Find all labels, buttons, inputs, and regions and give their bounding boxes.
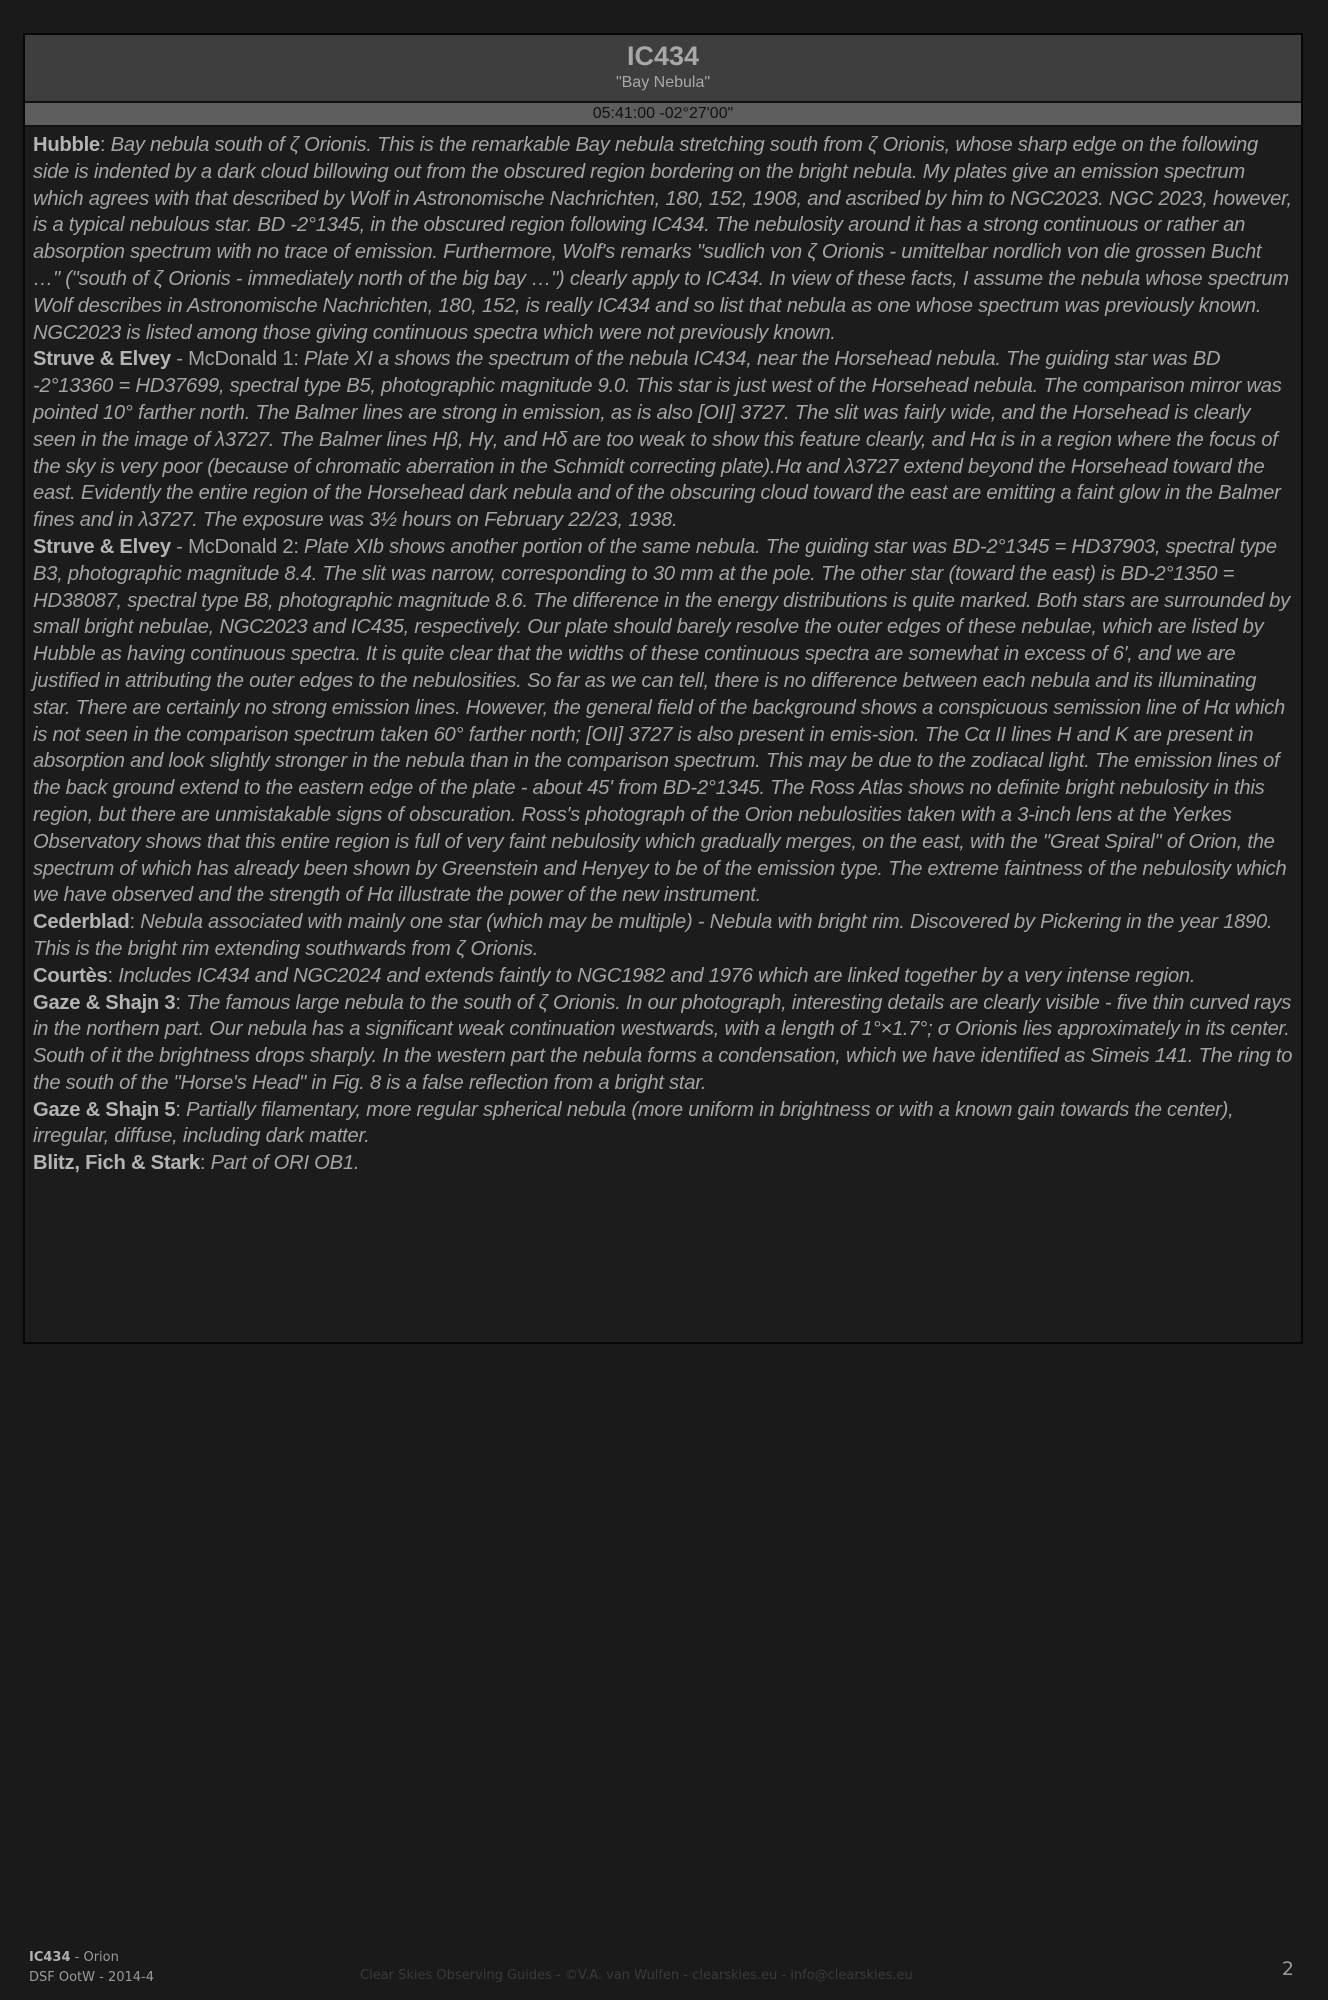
description-entry — [33, 963, 1293, 990]
description-entry — [33, 1150, 1293, 1177]
entry-text: Plate XI a shows the spectrum of the nebula IC434, near the Horsehead nebula. The guiding star was BD -2°13360 = HD37699, spectral type B5, photographic magnitude 9.0. This star is just west of the Horsehead nebula. The comparison mirror was pointed 10° farther north. The Balmer lines are strong in emission, as is also [OII] 3727. The slit was fairly wide, and the Horsehead is clearly seen in the image of λ3727. The Balmer lines Hβ, Hγ, and Hδ are too weak to show this feature clearly, and Hα is in a region where the focus of the sky is very poor (because of chromatic aberration in the Schmidt correcting plate).Hα and λ3727 extend beyond the Horsehead toward the east. Evidently the entire region of the Horsehead dark nebula and of the obscuring cloud toward the east are emitting a faint glow in the Balmer fines and in λ3727. The exposure was 3½ hours on February 22/23, 1938. — [33, 348, 1282, 532]
footer-constellation: - Orion — [70, 1950, 119, 1965]
page-number: 2 — [1281, 1958, 1294, 1980]
object-header — [25, 35, 1301, 103]
entry-separator: : — [199, 1152, 211, 1175]
footer-left — [29, 1948, 154, 1988]
description-entry — [33, 346, 1293, 534]
entry-text: Bay nebula south of ζ Orionis. This is the remarkable Bay nebula stretching south from ζ Orionis, whose sharp edge on the following side is indented by a dark cloud billowing out from the obscured region bordering on the bright nebula. My plates give an emission spectrum which agrees with that described by Wolf in Astronomische Nachrichten, 180, 152, 1908, and ascribed by him to NGC2023. NGC 2023, however, is a typical nebulous star. BD -2°1345, in the obscured region following IC434. The nebulosity around it has a strong continuous or rather an absorption spectrum with no trace of emission. Furthermore, Wolf's remarks "sudlich von ζ Orionis - umittelbar nordlich von die grossen Bucht …" ("south of ζ Orionis - immediately north of the big bay …") clearly apply to IC434. In view of these facts, I assume the nebula whose spectrum Wolf describes in Astronomische Nachrichten, 180, 152, is really IC434 and so list that nebula as one whose spectrum was previously known. NGC2023 is listed among those giving continuous spectra which were not previously known. — [33, 134, 1292, 344]
entry-separator: : — [99, 134, 111, 156]
entry-text: Part of ORI OB1. — [210, 1152, 360, 1175]
object-title: IC434 — [626, 41, 700, 71]
descriptions — [25, 127, 1301, 1177]
entry-separator: : — [107, 964, 119, 987]
entry-source: Cederblad — [33, 911, 130, 934]
footer-credits: Clear Skies Observing Guides - ©V.A. van Wulfen - clearskies.eu - info@clearskies.eu — [360, 1968, 913, 1983]
entry-source: Blitz, Fich & Stark — [33, 1152, 200, 1175]
entry-source: Gaze & Shajn 5 — [33, 1098, 176, 1121]
entry-separator: - — [170, 348, 189, 371]
object-card — [23, 33, 1303, 1344]
entry-separator: - — [170, 535, 189, 558]
entry-text: Nebula associated with mainly one star (which may be multiple) - Nebula with bright rim. Discovered by Pickering in the year 1890. This is the bright rim extending southwards from ζ Orionis. — [33, 911, 1273, 960]
entry-text: Partially filamentary, more regular spherical nebula (more uniform in brightness or with a known gain towards the center), irregular, diffuse, including dark matter. — [33, 1098, 1234, 1148]
entry-source: Courtès — [33, 964, 108, 987]
entry-prefix: McDonald 2: — [188, 535, 305, 558]
entry-text: Includes IC434 and NGC2024 and extends faintly to NGC1982 and 1976 which are linked together by a very intense region. — [118, 964, 1196, 987]
object-coordinates: 05:41:00 -02°27'00" — [25, 103, 1301, 127]
description-entry — [33, 534, 1293, 909]
entry-source: Hubble — [33, 134, 100, 156]
description-entry — [33, 1097, 1293, 1151]
footer-edition: DSF OotW - 2014-4 — [29, 1970, 155, 1985]
description-entry — [33, 990, 1293, 1097]
entry-separator: : — [175, 991, 187, 1014]
entry-text: The famous large nebula to the south of ζ Orionis. In our photograph, interesting details are clearly visible - five thin curved rays in the northern part. Our nebula has a significant weak continuation westwards, with a length of 1°×1.7°; σ Orionis lies approximately in its center. South of it the brightness drops sharply. In the western part the nebula forms a condensation, which we have identified as Simeis 141. The ring to the south of the "Horse's Head" in Fig. 8 is a false reflection from a bright star. — [33, 991, 1293, 1094]
description-entry — [33, 909, 1293, 963]
entry-prefix: McDonald 1: — [188, 348, 305, 371]
entry-separator: : — [129, 911, 141, 934]
entry-source: Gaze & Shajn 3 — [33, 991, 176, 1014]
object-common-name: "Bay Nebula" — [615, 74, 711, 91]
footer-object: IC434 — [29, 1950, 71, 1965]
entry-text: Plate XIb shows another portion of the same nebula. The guiding star was BD-2°1345 = HD37903, spectral type B3, photographic magnitude 8.4. The slit was narrow, corresponding to 30 mm at the pole. The other star (toward the east) is BD-2°1350 = HD38087, spectral type B8, photographic magnitude 8.6. The difference in the energy distributions is quite marked. Both stars are surrounded by small bright nebulae, NGC2023 and IC435, respectively. Our plate should barely resolve the outer edges of these nebulae, which are listed by Hubble as having continuous spectra. It is quite clear that the widths of these continuous spectra are somewhat in excess of 6', and we are justified in attributing the outer edges to the nebulosities. So far as we can tell, there is no difference between each nebula and its illuminating star. There are certainly no strong emission lines. However, the general field of the background shows a conspicuous semission line of Hα which is not seen in the comparison spectrum taken 60° farther north; [OII] 3727 is also present in emis-sion. The Cα II lines H and K are present in absorption and look slightly stronger in the nebula than in the comparison spectrum. This may be due to the zodiacal light. The emission lines of the back ground extend to the eastern edge of the plate - about 45' from BD-2°1345. The Ross Atlas shows no definite bright nebulosity in this region, but there are unmistakable signs of obscuration. Ross's photograph of the Orion nebulosities taken with a 3-inch lens at the Yerkes Observatory shows that this entire region is full of very faint nebulosity which gradually merges, on the east, with the "Great Spiral" of Orion, the spectrum of which has already been shown by Greenstein and Henyey to be of the emission type. The extreme faintness of the nebulosity which we have observed and the strength of Hα illustrate the power of the new instrument. — [33, 535, 1290, 907]
description-entry — [33, 132, 1293, 346]
entry-source: Struve & Elvey — [33, 535, 171, 558]
entry-separator: : — [175, 1098, 187, 1121]
entry-source: Struve & Elvey — [33, 348, 171, 371]
